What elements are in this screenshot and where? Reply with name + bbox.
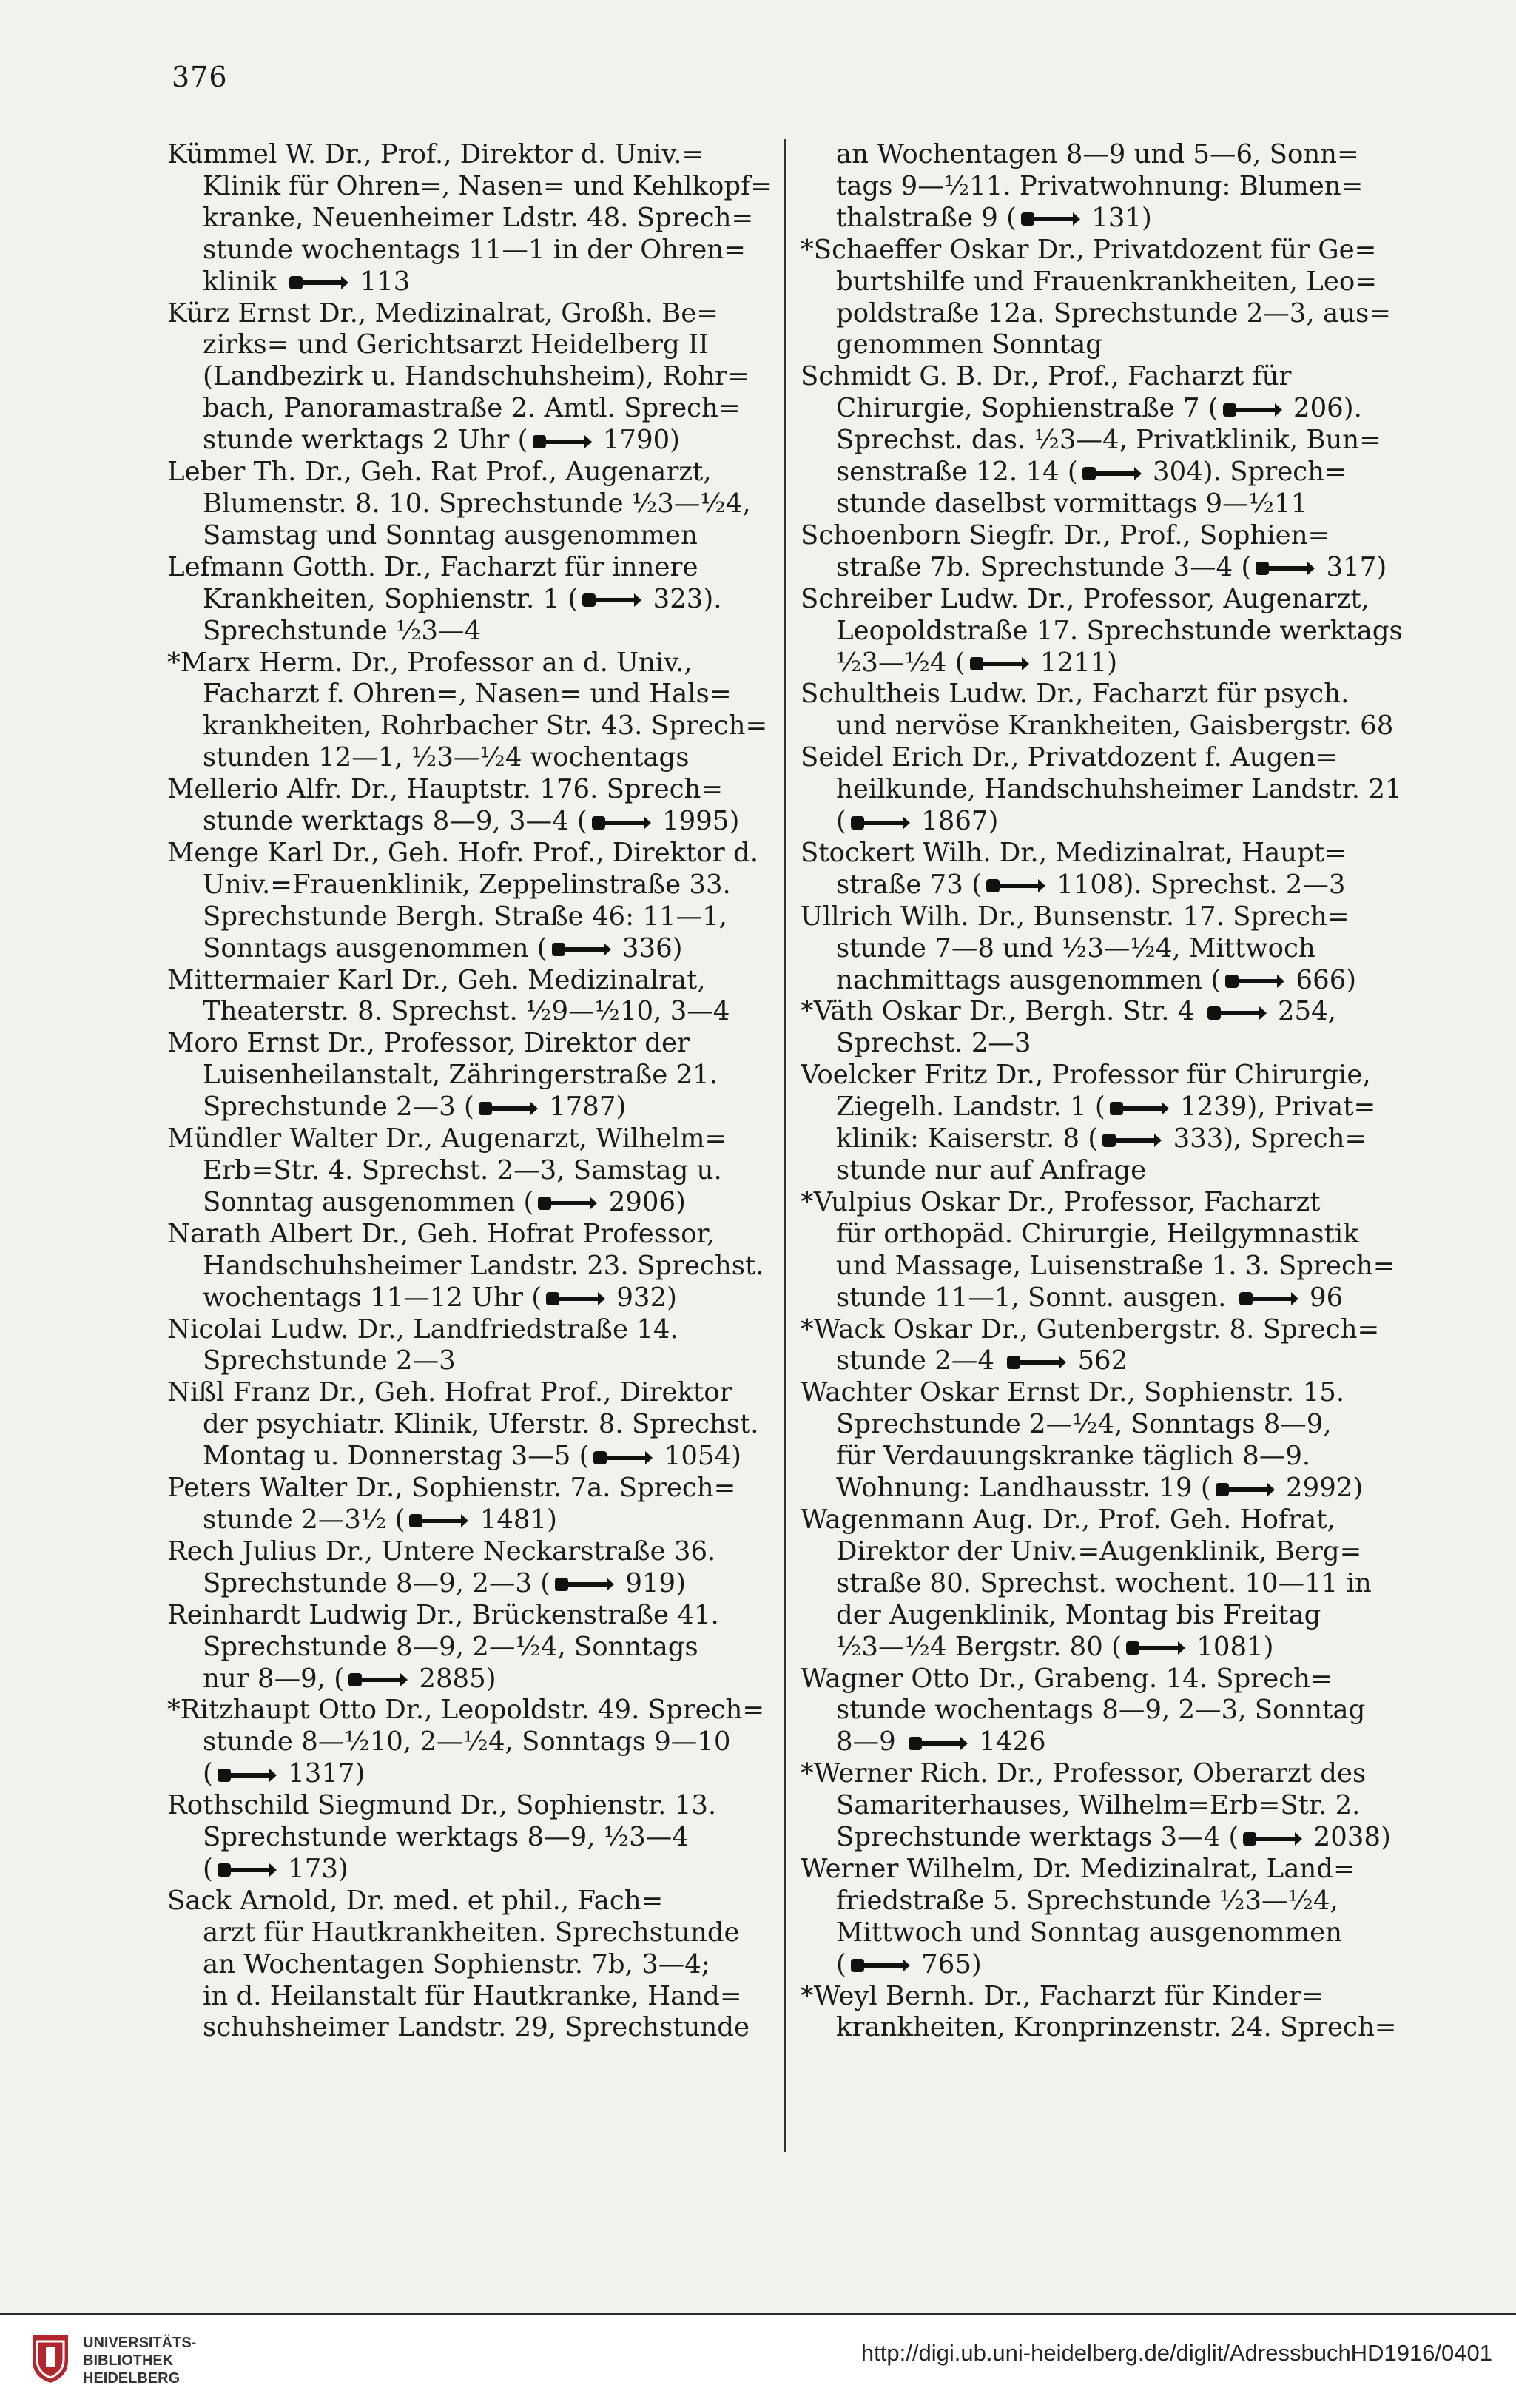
entry-line: ½3—½4 ( 1211) [836,647,1118,678]
entry-line: an Wochentagen Sophienstr. 7b, 3—4; [203,1948,710,1980]
directory-entry [167,1886,794,2045]
entry-line: *Väth Oskar Dr., Bergh. Str. 4 254, [801,996,1336,1027]
telephone-icon [552,941,610,958]
telephone-icon [1021,211,1079,227]
telephone-icon [479,1100,536,1117]
entry-line: stunde 11—1, Sonnt. ausgen. 96 [836,1282,1344,1313]
telephone-icon [1007,1354,1065,1371]
entry-line: arzt für Hautkrankheiten. Sprechstunde [203,1917,740,1948]
telephone-icon [593,1450,651,1466]
directory-entry [801,235,1427,362]
entry-line: und Massage, Luisenstraße 1. 3. Sprech= [836,1250,1395,1281]
entry-line: senstraße 12. 14 ( 304). Sprech= [836,457,1347,488]
entry-line: stunde 8—½10, 2—½4, Sonntags 9—10 [203,1726,731,1758]
directory-entry [801,838,1427,901]
entry-line: Erb=Str. 4. Sprechst. 2—3, Samstag u. [203,1155,722,1185]
telephone-icon [1216,1482,1273,1498]
entry-line: Peters Walter Dr., Sophienstr. 7a. Sprech= [167,1473,736,1504]
university-seal-icon [30,2333,71,2384]
entry-line: Mittermaier Karl Dr., Geh. Medizinalrat, [167,964,706,995]
entry-line: für Verdauungskranke täglich 8—9. [836,1441,1311,1472]
directory-entry [167,1219,794,1314]
entry-line: genommen Sonntag [836,329,1103,360]
directory-entry [167,1028,794,1123]
entry-line: Schreiber Ludw. Dr., Professor, Augenarzt, [801,583,1370,614]
directory-entry [167,1314,794,1378]
directory-entry [801,742,1427,838]
entry-line: *Schaeffer Oskar Dr., Privatdozent für Ge= [801,234,1377,265]
library-name [83,2334,196,2387]
entry-line: kranke, Neuenheimer Ldstr. 48. Sprech= [203,202,754,233]
directory-entry [167,457,794,552]
entry-line: *Marx Herm. Dr., Professor an d. Univ., [167,647,693,678]
entry-line: Montag u. Donnerstag 3—5 ( 1054) [203,1441,741,1472]
directory-entry [167,648,794,775]
entry-line: straße 7b. Sprechstunde 3—4 ( 317) [836,551,1387,582]
entry-line: und nervöse Krankheiten, Gaisbergstr. 68 [836,710,1394,741]
entry-line: Sprechstunde 2—3 [203,1345,456,1376]
entry-line: Krankheiten, Sophienstr. 1 ( 323). [203,583,722,614]
entry-line: Nicolai Ludw. Dr., Landfriedstraße 14. [167,1314,678,1345]
entry-line: Sprechstunde ½3—4 [203,615,482,646]
entry-line: Mellerio Alfr. Dr., Hauptstr. 176. Sprech= [167,774,724,805]
entry-line: Schultheis Ludw. Dr., Facharzt für psych. [801,679,1350,710]
entry-line: Samariterhauses, Wilhelm=Erb=Str. 2. [836,1790,1361,1821]
telephone-icon [582,592,640,608]
directory-entry [167,965,794,1029]
directory-entry [801,1060,1427,1187]
entry-line: ( 173) [203,1853,348,1884]
entry-line: krankheiten, Rohrbacher Str. 43. Sprech= [203,710,768,741]
telephone-icon [538,1195,596,1211]
entry-line: der Augenklinik, Montag bis Freitag [836,1599,1321,1630]
entry-line: Rech Julius Dr., Untere Neckarstraße 36. [167,1536,716,1567]
telephone-icon [851,815,909,831]
telephone-icon [1243,1831,1301,1847]
directory-entry [167,552,794,648]
entry-line: burtshilfe und Frauenkrankheiten, Leo= [836,266,1377,297]
telephone-icon [348,1672,406,1688]
directory-entry [801,1504,1427,1664]
entry-line: Kürz Ernst Dr., Medizinalrat, Großh. Be= [167,297,718,329]
entry-line: (Landbezirk u. Handschuhsheim), Rohr= [203,361,749,392]
column-divider [784,139,786,2152]
entry-line: bach, Panoramastraße 2. Amtl. Sprech= [203,393,741,424]
entry-line: Wachter Oskar Ernst Dr., Sophienstr. 15. [801,1377,1345,1408]
entry-line: *Werner Rich. Dr., Professor, Oberarzt des [801,1758,1367,1789]
directory-entry [167,1695,794,1790]
entry-line: ( 1317) [203,1758,365,1789]
entry-line: straße 80. Sprechst. wochent. 10—11 in [836,1567,1372,1598]
telephone-icon [555,1576,613,1593]
entry-line: Handschuhsheimer Landstr. 23. Sprechst. [203,1250,764,1281]
entry-line: Wohnung: Landhausstr. 19 ( 2992) [836,1473,1364,1504]
entry-line: Leopoldstraße 17. Sprechstunde werktags [836,615,1403,646]
telephone-icon [409,1513,467,1529]
entry-line: Samstag und Sonntag ausgenommen [203,519,698,551]
directory-entry [167,1473,794,1536]
telephone-icon [1239,1291,1297,1307]
directory-entry [801,1664,1427,1759]
entry-line: Stockert Wilh. Dr., Medizinalrat, Haupt= [801,837,1347,868]
entry-line: klinik 113 [203,266,411,297]
entry-line: Rothschild Siegmund Dr., Sophienstr. 13. [167,1790,717,1821]
telephone-icon [1082,465,1140,482]
telephone-icon [546,1291,604,1307]
entry-line: friedstraße 5. Sprechstunde ½3—½4, [836,1885,1338,1916]
entry-line: Narath Albert Dr., Geh. Hofrat Professor, [167,1218,715,1249]
directory-entry [167,774,794,838]
directory-entry [801,901,1427,997]
directory-entry [167,298,794,457]
entry-line: stunde 2—4 562 [836,1345,1128,1376]
entry-line: stunde wochentags 8—9, 2—3, Sonntag [836,1695,1366,1726]
entry-line: Voelcker Fritz Dr., Professor für Chirurgie, [801,1060,1371,1091]
telephone-icon [533,434,590,450]
entry-line: Sprechstunde 2—½4, Sonntags 8—9, [836,1409,1332,1440]
directory-entry [801,679,1427,742]
entry-line: thalstraße 9 ( 131) [836,202,1152,233]
entry-line: Facharzt f. Ohren=, Nasen= und Hals= [203,679,732,710]
telephone-icon [1126,1640,1184,1656]
directory-entry [801,361,1427,520]
entry-line: tags 9—½11. Privatwohnung: Blumen= [836,170,1364,201]
entry-line: stunde daselbst vormittags 9—½11 [836,488,1308,519]
telephone-icon [289,275,347,291]
page-number: 376 [172,61,228,93]
entry-line: Sprechstunde werktags 8—9, ½3—4 [203,1822,689,1853]
entry-line: 8—9 1426 [836,1726,1046,1758]
entry-line: *Ritzhaupt Otto Dr., Leopoldstr. 49. Sprech= [167,1695,765,1726]
directory-entry [801,520,1427,584]
entry-line: krankheiten, Kronprinzenstr. 24. Sprech= [836,2012,1397,2043]
telephone-icon [1256,560,1313,576]
entry-line: Sprechstunde Bergh. Straße 46: 11—1, [203,901,727,932]
entry-line: klinik: Kaiserstr. 8 ( 333), Sprech= [836,1123,1367,1154]
entry-line: heilkunde, Handschuhsheimer Landstr. 21 [836,774,1402,805]
directory-entry [801,1314,1427,1378]
telephone-icon [592,815,650,831]
entry-line: poldstraße 12a. Sprechstunde 2—3, aus= [836,297,1391,329]
directory-entry [801,1981,1427,2045]
directory-entry [801,1377,1427,1504]
entry-line: für orthopäd. Chirurgie, Heilgymnastik [836,1218,1359,1249]
telephone-icon [1110,1100,1168,1117]
entry-line: Mittwoch und Sonntag ausgenommen [836,1917,1343,1948]
directory-entry [801,1854,1427,1981]
telephone-icon [218,1767,275,1783]
entry-line: Schmidt G. B. Dr., Prof., Facharzt für [801,361,1292,392]
entry-line: stunde nur auf Anfrage [836,1155,1147,1185]
entry-line: Luisenheilanstalt, Zähringerstraße 21. [203,1060,718,1091]
entry-line: Blumenstr. 8. 10. Sprechstunde ½3—½4, [203,488,751,519]
entry-line: Sprechstunde 8—9, 2—½4, Sonntags [203,1631,698,1662]
entry-line: Leber Th. Dr., Geh. Rat Prof., Augenarzt, [167,457,712,488]
telephone-icon [1102,1132,1160,1148]
entry-line: Theaterstr. 8. Sprechst. ½9—½10, 3—4 [203,996,730,1027]
telephone-icon [1225,973,1283,989]
right-column [801,139,1427,2044]
telephone-icon [1207,1005,1265,1021]
entry-line: stunde 2—3½ ( 1481) [203,1504,557,1535]
entry-line: Moro Ernst Dr., Professor, Direktor der [167,1028,690,1059]
entry-line: Werner Wilhelm, Dr. Medizinalrat, Land= [801,1853,1355,1884]
entry-line: Schoenborn Siegfr. Dr., Prof., Sophien= [801,519,1330,551]
entry-line: stunde werktags 2 Uhr ( 1790) [203,425,681,456]
entry-line: Univ.=Frauenklinik, Zeppelinstraße 33. [203,869,731,900]
entry-line: Lefmann Gotth. Dr., Facharzt für innere [167,551,698,582]
library-name-line: HEIDELBERG [83,2370,181,2387]
entry-line: ( 765) [836,1948,982,1980]
telephone-icon [909,1735,966,1752]
entry-line: Reinhardt Ludwig Dr., Brückenstraße 41. [167,1599,719,1630]
entry-line: *Weyl Bernh. Dr., Facharzt für Kinder= [801,1980,1324,2011]
entry-line: nachmittags ausgenommen ( 666) [836,964,1357,995]
entry-line: straße 73 ( 1108). Sprechst. 2—3 [836,869,1346,900]
entry-line: stunde wochentags 11—1 in der Ohren= [203,234,746,265]
entry-line: Sack Arnold, Dr. med. et phil., Fach= [167,1885,664,1916]
directory-entry [167,838,794,965]
entry-line: Sonntag ausgenommen ( 2906) [203,1186,686,1217]
telephone-icon [218,1862,275,1878]
entry-line: schuhsheimer Landstr. 29, Sprechstunde [203,2012,749,2043]
directory-entry [167,1536,794,1600]
entry-line: *Vulpius Oskar Dr., Professor, Facharzt [801,1186,1321,1217]
entry-line: Sonntags ausgenommen ( 336) [203,932,683,963]
entry-line: *Wack Oskar Dr., Gutenbergstr. 8. Sprech= [801,1314,1380,1345]
directory-entry [167,1377,794,1473]
entry-line: Sprechstunde 8—9, 2—3 ( 919) [203,1567,686,1598]
telephone-icon [970,656,1028,672]
telephone-icon [851,1957,909,1974]
directory-entry [167,1123,794,1219]
entry-line: Chirurgie, Sophienstraße 7 ( 206). [836,393,1362,424]
entry-line: Wagenmann Aug. Dr., Prof. Geh. Hofrat, [801,1504,1335,1535]
library-name-line: UNIVERSITÄTS- [83,2335,197,2351]
entry-line: Seidel Erich Dr., Privatdozent f. Augen= [801,742,1338,773]
entry-line: nur 8—9, ( 2885) [203,1663,496,1694]
entry-line: Nißl Franz Dr., Geh. Hofrat Prof., Direktor [167,1377,732,1408]
entry-line: Ullrich Wilh. Dr., Bunsenstr. 17. Sprech= [801,901,1350,932]
entry-line: wochentags 11—12 Uhr ( 932) [203,1282,677,1313]
directory-entry [801,1758,1427,1854]
directory-entry [167,1600,794,1695]
entry-line: der psychiatr. Klinik, Uferstr. 8. Sprechst. [203,1409,759,1440]
entry-line: ( 1867) [836,806,999,837]
entry-line: Sprechst. 2—3 [836,1028,1031,1059]
entry-line: Sprechstunde werktags 3—4 ( 2038) [836,1822,1391,1853]
directory-entry [801,996,1427,1060]
entry-line: in d. Heilanstalt für Hautkranke, Hand= [203,1980,742,2011]
telephone-icon [1223,402,1281,418]
entry-line: Menge Karl Dr., Geh. Hofr. Prof., Direktor d. [167,837,758,868]
entry-line: stunde werktags 8—9, 3—4 ( 1995) [203,806,740,837]
entry-line: Kümmel W. Dr., Prof., Direktor d. Univ.= [167,139,704,169]
entry-line: zirks= und Gerichtsarzt Heidelberg II [203,329,709,360]
telephone-icon [986,878,1044,894]
entry-line: ½3—½4 Bergstr. 80 ( 1081) [836,1631,1274,1662]
entry-line: Direktor der Univ.=Augenklinik, Berg= [836,1536,1362,1567]
directory-entry [801,1187,1427,1314]
entry-line: Mündler Walter Dr., Augenarzt, Wilhelm= [167,1123,727,1154]
entry-line: an Wochentagen 8—9 und 5—6, Sonn= [836,139,1359,169]
entry-line: stunden 12—1, ½3—½4 wochentags [203,742,690,773]
entry-line: stunde 7—8 und ½3—½4, Mittwoch [836,932,1315,963]
directory-entry [167,1790,794,1886]
source-url-link[interactable]: http://digi.ub.uni-heidelberg.de/diglit/AdressbuchHD1916/0401 [860,2340,1492,2366]
directory-entry [801,139,1427,235]
footer-bar [0,2315,1516,2408]
library-name-line: BIBLIOTHEK [83,2352,174,2369]
entry-line: Klinik für Ohren=, Nasen= und Kehlkopf= [203,170,772,201]
entry-line: Sprechst. das. ½3—4, Privatklinik, Bun= [836,425,1381,456]
entry-line: Ziegelh. Landstr. 1 ( 1239), Privat= [836,1092,1376,1123]
directory-entry [801,584,1427,679]
left-column [167,139,794,2044]
directory-entry [167,139,794,298]
entry-line: Wagner Otto Dr., Grabeng. 14. Sprech= [801,1663,1333,1694]
entry-line: Sprechstunde 2—3 ( 1787) [203,1092,627,1123]
